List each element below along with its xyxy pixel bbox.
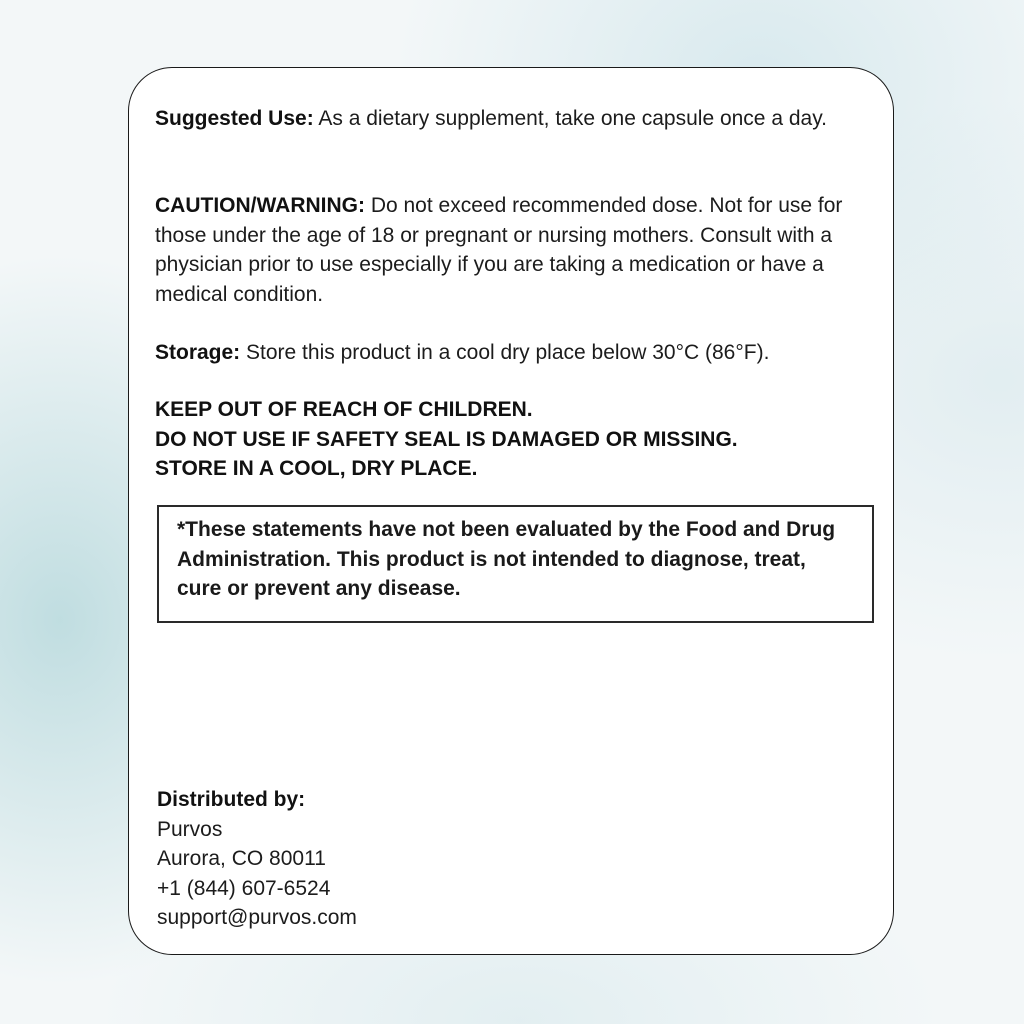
caution-section: [155, 191, 875, 309]
fda-disclaimer-box: [157, 505, 874, 623]
distributor-label: Distributed by:: [157, 788, 306, 811]
fda-disclaimer-text: *These statements have not been evaluated by the Food and Drug Administration. This product is not intended to diagnose, treat, cure or prevent any disease.: [177, 518, 836, 600]
distributor-address: Aurora, CO 80011: [157, 847, 326, 870]
suggested-use-section: [155, 104, 875, 134]
distributor-name: Purvos: [157, 817, 223, 841]
storage-text: Store this product in a cool dry place below 30°C (86°F).: [240, 341, 770, 364]
suggested-use-label: Suggested Use:: [155, 107, 314, 130]
distributor-phone: +1 (844) 607-6524: [157, 876, 331, 900]
distributor-section: [157, 785, 877, 933]
warnings-section: [155, 395, 875, 484]
suggested-use-text: As a dietary supplement, take one capsule once a day.: [313, 107, 827, 130]
product-label-card: [128, 67, 894, 955]
warning-line-storage: STORE IN A COOL, DRY PLACE.: [155, 457, 478, 480]
warning-line-children: KEEP OUT OF REACH OF CHILDREN.: [155, 398, 533, 421]
distributor-email: support@purvos.com: [157, 906, 357, 929]
warning-line-seal: DO NOT USE IF SAFETY SEAL IS DAMAGED OR MISSING.: [155, 427, 738, 451]
storage-section: [155, 338, 875, 368]
caution-label: CAUTION/WARNING:: [155, 194, 365, 217]
storage-label: Storage:: [155, 341, 241, 364]
caution-text: Do not exceed recommended dose. Not for use for those under the age of 18 or pregnant or nursing mothers. Consult with a physician prior to use especially if you are taking a medication or have a medical condition.: [155, 194, 843, 306]
